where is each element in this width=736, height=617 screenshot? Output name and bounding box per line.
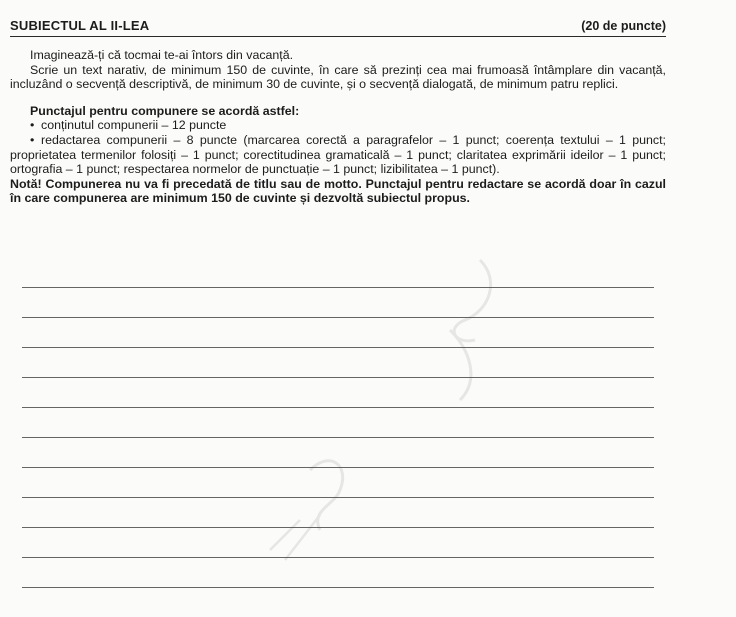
scoring-heading: Punctajul pentru compunere se acordă astfel: xyxy=(30,103,300,118)
scoring-item-content-text: conținutul compunerii – 12 puncte xyxy=(41,118,227,133)
scoring-item-writing xyxy=(10,133,666,177)
answer-rule-line xyxy=(22,527,654,528)
scoring-item-content xyxy=(10,118,666,133)
answer-rule-line xyxy=(22,317,654,318)
scoring-item-writing-text: redactarea compunerii – 8 puncte (marcarea corectă a paragrafelor – 1 punct; coerența textului – 1 punct; proprietatea termenilor folosiți – 1 punct; corectitudinea gramaticală – 1 punct; claritatea exprimării ideilor – 1 punct; ortografia – 1 punct; respectarea normelor de punctuație – 1 punct; lizibilitatea – 1 punct). xyxy=(10,132,666,177)
prompt-instructions: Scrie un text narativ, de minimum 150 de cuvinte, în care să prezinți cea mai frumoasă întâmplare din vacanță, incluzând o secvență descriptivă, de minimum 30 de cuvinte, și o secvență dialogată, de minimum patru replici. xyxy=(10,62,666,92)
answer-lines[interactable] xyxy=(22,287,654,617)
answer-rule-line xyxy=(22,557,654,558)
answer-rule-line xyxy=(22,287,654,288)
section-header xyxy=(10,16,666,37)
section-title: SUBIECTUL AL II-LEA xyxy=(10,18,150,33)
answer-rule-line xyxy=(22,467,654,468)
answer-rule-line xyxy=(22,437,654,438)
answer-rule-line xyxy=(22,587,654,588)
answer-rule-line xyxy=(22,497,654,498)
section-points: (20 de puncte) xyxy=(581,19,666,33)
scoring-note: Notă! Compunerea nu va fi precedată de titlu sau de motto. Punctajul pentru redactare se acordă doar în cazul în care compunerea are minimum 150 de cuvinte și dezvoltă subiectul propus. xyxy=(10,176,666,206)
prompt-intro: Imaginează-ți că tocmai te-ai întors din vacanță. xyxy=(30,48,294,62)
task-text xyxy=(10,48,666,206)
answer-rule-line xyxy=(22,377,654,378)
answer-rule-line xyxy=(22,407,654,408)
answer-rule-line xyxy=(22,347,654,348)
